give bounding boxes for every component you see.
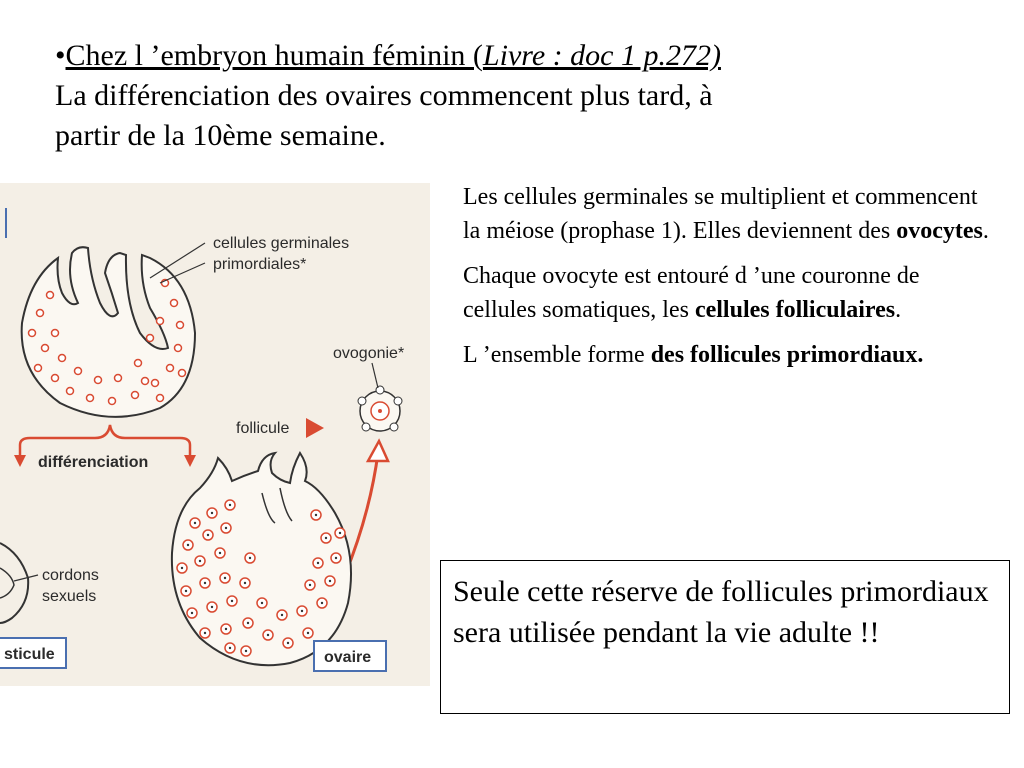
label-ovary: ovaire — [324, 649, 372, 666]
slide-heading — [55, 36, 995, 156]
label-differentiation: différenciation — [38, 454, 149, 471]
label-oogonia: ovogonie* — [333, 345, 405, 362]
follicle-arrow-icon — [306, 418, 324, 438]
label-cords-1: cordons — [42, 567, 99, 584]
term-oocytes: ovocytes — [896, 218, 983, 244]
heading-line-2: La différenciation des ovaires commencent plus tard, à — [55, 79, 713, 112]
label-germ-cells-2: primordiales* — [213, 256, 307, 273]
paragraph-primordial-follicles: L ’ensemble forme des follicules primordiaux. — [463, 342, 924, 368]
arrow-left-icon — [14, 455, 26, 467]
heading-line-3: partir de la 10ème semaine. — [55, 119, 386, 152]
bullet: • — [55, 39, 66, 72]
reserve-note-text: Seule cette réserve de follicules primordiaux sera utilisée pendant la vie adulte !! — [453, 575, 989, 649]
ovary-differentiation-diagram — [0, 183, 430, 686]
term-follicular-cells: cellules folliculaires — [694, 297, 896, 323]
label-germ-cells-1: cellules germinales — [213, 235, 350, 252]
term-primordial-follicles: des follicules primordiaux. — [650, 342, 924, 368]
arrow-right-icon — [184, 455, 196, 467]
pointer-line — [150, 243, 205, 278]
reserve-note-box — [440, 560, 1010, 714]
paragraph-meiosis: Les cellules germinales se multiplient et commencent la méiose (prophase 1). Elles deviennent des ovocytes. — [463, 184, 989, 244]
paragraph-follicular-cells: Chaque ovocyte est entouré d ’une couronne de cellules somatiques, les cellules folliculaires. — [463, 263, 920, 323]
heading-underlined: Chez l ’embryon humain féminin (Livre : doc 1 p.272) — [65, 39, 721, 72]
explanation-text — [463, 180, 993, 383]
curved-arrow-head-icon — [368, 441, 388, 461]
label-testis: sticule — [4, 646, 55, 663]
label-follicle: follicule — [236, 420, 290, 437]
diagram-svg — [0, 183, 430, 686]
label-cords-2: sexuels — [42, 588, 97, 605]
pointer-line — [372, 363, 378, 388]
undifferentiated-gonad — [22, 247, 195, 417]
heading-reference: Livre : doc 1 p.272) — [482, 39, 721, 72]
testis-cords — [0, 568, 14, 598]
pointer-line — [14, 575, 38, 581]
oogonia-cell — [358, 386, 402, 431]
